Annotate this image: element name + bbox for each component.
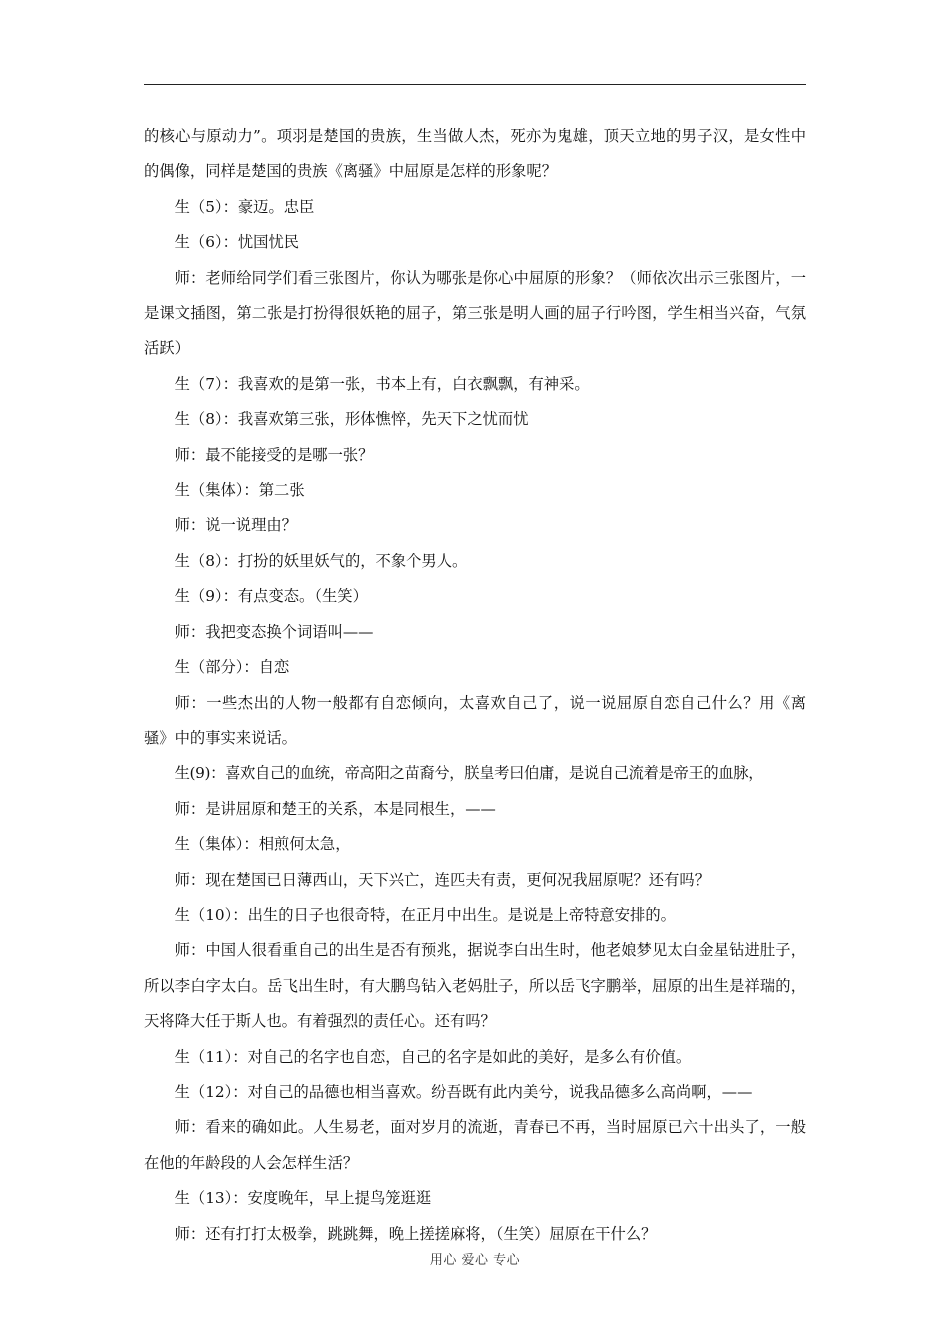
paragraph: 生（11）：对自己的名字也自恋，自己的名字是如此的美好，是多么有价值。 [174, 1047, 692, 1066]
paragraph: 生（10）：出生的日子也很奇特，在正月中出生。是说是上帝特意安排的。 [174, 905, 676, 924]
paragraph: 的核心与原动力”。项羽是楚国的贵族，生当做人杰，死亦为鬼雄，顶天立地的男子汉，是女性中的偶像，同样是楚国的贵族《离骚》中屈原是怎样的形象呢？ [144, 127, 806, 181]
paragraph: 生（8）：打扮的妖里妖气的，不象个男人。 [174, 551, 468, 570]
paragraph: 师：中国人很看重自己的出生是否有预兆，据说李白出生时，他老娘梦见太白金星钻进肚子，所以李白字太白。岳飞出生时，有大鹏鸟钻入老妈肚子，所以岳飞字鹏举，屈原的出生是祥瑞的，天将降大任于斯人也。有着强烈的责任心。还有吗？ [144, 941, 806, 1031]
paragraph: 生（部分）：自恋 [174, 658, 290, 677]
paragraph: 生（8）：我喜欢第三张，形体憔悴，先天下之忧而忧 [174, 410, 529, 429]
paragraph: 生（6）：忧国忧民 [174, 233, 300, 252]
paragraph: 师：还有打打太极拳，跳跳舞，晚上搓搓麻将，（生笑）屈原在干什么？ [174, 1224, 657, 1243]
paragraph: 生（集体）：第二张 [174, 481, 305, 500]
paragraph: 生(9)：喜欢自己的血统，帝高阳之苗裔兮，朕皇考曰伯庸，是说自己流着是帝王的血脉， [174, 764, 764, 783]
paragraph: 师：看来的确如此。人生易老，面对岁月的流逝，青春已不再，当时屈原已六十出头了，一般在他的年龄段的人会怎样生活？ [144, 1118, 806, 1172]
paragraph: 生（13）：安度晚年，早上提鸟笼逛逛 [174, 1189, 432, 1208]
header-rule [144, 84, 806, 85]
paragraph: 师：现在楚国已日薄西山，天下兴亡，连匹夫有责，更何况我屈原呢？还有吗？ [174, 870, 710, 889]
page-footer: 用心 爱心 专心 [429, 1253, 521, 1268]
paragraph: 生（5）：豪迈。忠臣 [174, 197, 315, 216]
paragraph: 生（集体）：相煎何太急， [174, 835, 351, 854]
paragraph: 师：说一说理由？ [174, 516, 297, 535]
paragraph: 生（12）：对自己的品德也相当喜欢。纷吾既有此内美兮，说我品德多么高尚啊，—— [174, 1082, 753, 1101]
paragraph: 师：一些杰出的人物一般都有自恋倾向，太喜欢自己了，说一说屈原自恋自己什么？用《离骚》中的事实来说话。 [144, 693, 806, 747]
paragraph: 师：我把变态换个词语叫—— [174, 622, 374, 641]
paragraph: 生（9）：有点变态。（生笑） [174, 587, 368, 606]
paragraph: 师：最不能接受的是哪一张？ [174, 445, 374, 464]
paragraph: 生（7）：我喜欢的是第一张，书本上有，白衣飘飘，有神采。 [174, 374, 590, 393]
document-body [144, 119, 806, 1252]
paragraph: 师：老师给同学们看三张图片，你认为哪张是你心中屈原的形象？（师依次出示三张图片，一是课文插图，第二张是打扮得很妖艳的屈子，第三张是明人画的屈子行吟图，学生相当兴奋，气氛活跃） [144, 268, 806, 358]
paragraph: 师：是讲屈原和楚王的关系，本是同根生，—— [174, 799, 496, 818]
